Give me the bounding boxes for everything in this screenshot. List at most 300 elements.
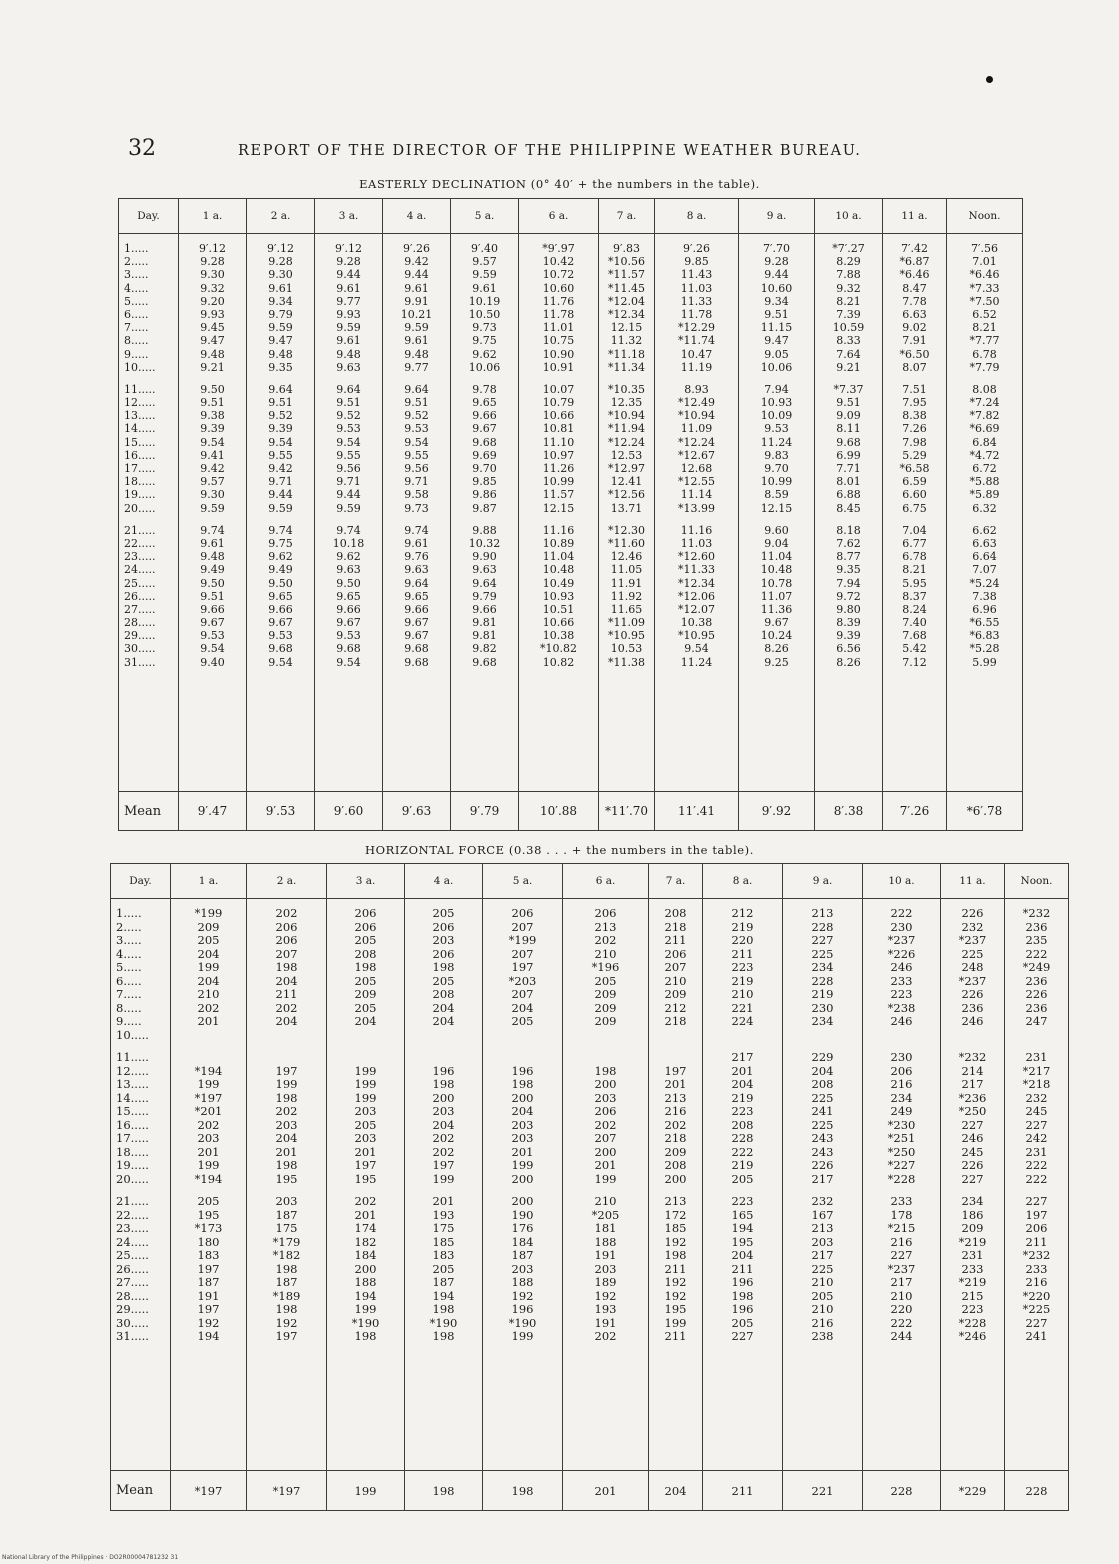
reading-value: 202 xyxy=(432,1131,455,1145)
reading-value: 9.42 xyxy=(404,255,429,269)
reading-value: *10.95 xyxy=(678,629,715,643)
reading-value: 248 xyxy=(961,960,984,974)
reading-value: 231 xyxy=(1025,1050,1048,1064)
reading-value: 6.75 xyxy=(902,501,927,515)
reading-value: *251 xyxy=(887,1131,916,1145)
group-gap xyxy=(655,374,738,383)
reading-value: 11.15 xyxy=(760,321,793,335)
reading-value: 216 xyxy=(890,1077,913,1091)
reading-value: 200 xyxy=(511,1194,534,1208)
reading-value: 7.98 xyxy=(902,435,927,449)
reading-value: 222 xyxy=(1025,946,1048,961)
reading-value: 198 xyxy=(275,1090,298,1105)
reading-value: *194 xyxy=(194,1171,223,1186)
mean-value: 201 xyxy=(563,1471,649,1511)
reading-value: 9.64 xyxy=(336,382,361,396)
reading-value: 198 xyxy=(275,960,298,974)
reading-value: 201 xyxy=(197,1144,220,1159)
reading-value: 220 xyxy=(731,933,754,947)
group-gap xyxy=(451,374,518,383)
reading-value: 11.65 xyxy=(610,602,643,616)
hour-values-cell xyxy=(563,899,649,1471)
reading-value: 204 xyxy=(432,1117,455,1132)
reading-value: 8.38 xyxy=(902,409,927,423)
reading-value: 12.68 xyxy=(680,462,713,475)
reading-value: 9.61 xyxy=(268,281,293,295)
reading-value: 7.39 xyxy=(836,307,861,321)
reading-value: *237 xyxy=(887,1261,916,1276)
reading-value: 202 xyxy=(594,1329,617,1343)
reading-value: *7.79 xyxy=(969,360,1000,374)
reading-value: 202 xyxy=(275,1104,298,1118)
reading-value: 6.78 xyxy=(972,347,997,361)
reading-value: *179 xyxy=(272,1234,301,1249)
reading-value: 9.51 xyxy=(268,396,293,410)
mean-value: *197 xyxy=(247,1471,327,1511)
reading-value xyxy=(1005,1029,1068,1043)
reading-value: 10.32 xyxy=(468,536,501,550)
reading-value: 194 xyxy=(197,1329,220,1343)
reading-value: 211 xyxy=(731,946,754,961)
group-gap xyxy=(315,515,382,524)
reading-value: 211 xyxy=(731,1261,754,1276)
reading-value: 198 xyxy=(432,960,455,974)
reading-value: 227 xyxy=(811,933,834,947)
reading-value: 193 xyxy=(594,1302,617,1316)
reading-value: 221 xyxy=(731,1000,754,1015)
reading-value: *189 xyxy=(272,1288,301,1303)
reading-value: 9.66 xyxy=(472,602,497,616)
reading-value: 9.88 xyxy=(472,523,497,537)
hour-column-header: Noon. xyxy=(947,199,1023,234)
reading-value: *11.34 xyxy=(608,360,645,374)
reading-value: 242 xyxy=(1025,1131,1048,1145)
reading-value: 8.26 xyxy=(836,655,861,669)
hour-column-header: 4 a. xyxy=(383,199,451,234)
reading-value: 9.39 xyxy=(268,422,293,436)
reading-value: 246 xyxy=(890,1014,913,1028)
reading-value: 204 xyxy=(432,1000,455,1015)
reading-value: *249 xyxy=(1022,960,1051,974)
reading-value: 199 xyxy=(275,1077,298,1091)
reading-value: 9.75 xyxy=(472,334,497,348)
reading-value: 6.63 xyxy=(902,307,927,321)
reading-value: 208 xyxy=(811,1077,834,1091)
reading-value: 9.77 xyxy=(336,294,361,308)
reading-value: 203 xyxy=(511,1131,534,1145)
reading-value: 199 xyxy=(511,1329,534,1343)
reading-value: 186 xyxy=(961,1207,984,1222)
reading-value: 9.74 xyxy=(268,523,293,537)
reading-value: 201 xyxy=(354,1207,377,1222)
reading-value: 230 xyxy=(890,919,913,934)
reading-value: 191 xyxy=(594,1315,617,1330)
horizontal-force-title: HORIZONTAL FORCE (0.38 . . . + the numbers in the table). xyxy=(365,843,754,857)
hour-values-cell xyxy=(383,234,451,792)
reading-value: *12.34 xyxy=(678,576,715,590)
reading-value: 9.64 xyxy=(404,382,429,396)
reading-value: 207 xyxy=(275,946,298,961)
reading-value: *230 xyxy=(887,1117,916,1132)
reading-value: 11.19 xyxy=(680,360,713,374)
hour-column-header: 6 a. xyxy=(563,864,649,899)
reading-value: 199 xyxy=(354,1302,377,1316)
reading-value: 8.93 xyxy=(684,382,709,396)
reading-value: 11.91 xyxy=(610,576,643,590)
reading-value: 9′.12 xyxy=(335,242,362,255)
day-label: 1..... xyxy=(116,906,142,920)
reading-value: 184 xyxy=(354,1248,377,1262)
reading-value: 202 xyxy=(354,1194,377,1208)
group-gap xyxy=(815,515,882,524)
reading-value: 201 xyxy=(275,1144,298,1159)
hour-column-header: 8 a. xyxy=(655,199,739,234)
reading-value: *7′.27 xyxy=(832,242,865,255)
day-label: 20..... xyxy=(124,501,156,515)
reading-value: 192 xyxy=(275,1315,298,1330)
reading-value: 197 xyxy=(197,1261,220,1276)
reading-value: 10.91 xyxy=(542,360,575,374)
reading-value: 209 xyxy=(961,1221,984,1235)
reading-value: 9.02 xyxy=(902,321,927,335)
reading-value: 10.99 xyxy=(542,475,575,489)
group-gap xyxy=(405,1042,482,1051)
reading-value: 207 xyxy=(511,946,534,961)
reading-value: 7.71 xyxy=(836,462,861,475)
reading-value: *12.29 xyxy=(678,321,715,335)
reading-value: 9.30 xyxy=(268,268,293,282)
reading-value: 9.79 xyxy=(472,589,497,603)
reading-value: *220 xyxy=(1022,1288,1051,1303)
reading-value: 9.48 xyxy=(200,550,225,564)
reading-value: 11.16 xyxy=(542,523,575,537)
reading-value: 7.95 xyxy=(902,396,927,410)
reading-value: 9.91 xyxy=(404,294,429,308)
reading-value: 9.68 xyxy=(336,642,361,656)
reading-value: 210 xyxy=(731,987,754,1001)
reading-value: 8.21 xyxy=(972,321,997,335)
reading-value: 9.59 xyxy=(404,321,429,335)
reading-value: 210 xyxy=(811,1302,834,1316)
hour-values-cell xyxy=(883,234,947,792)
reading-value: 9.49 xyxy=(268,563,293,577)
day-label: 5..... xyxy=(116,960,142,974)
day-label: 10..... xyxy=(124,360,156,374)
mean-value: 198 xyxy=(405,1471,483,1511)
reading-value: 9.52 xyxy=(404,409,429,423)
reading-value: 9.32 xyxy=(200,281,225,295)
reading-value: 6.99 xyxy=(836,448,861,462)
reading-value: 232 xyxy=(961,919,984,934)
reading-value: 9.57 xyxy=(200,475,225,489)
hour-column-header: 4 a. xyxy=(405,864,483,899)
reading-value: 206 xyxy=(275,919,298,934)
reading-value: 197 xyxy=(1025,1207,1048,1222)
reading-value: 9.67 xyxy=(404,629,429,643)
reading-value: *237 xyxy=(958,973,987,988)
reading-value: 209 xyxy=(664,987,687,1001)
reading-value: 9′.40 xyxy=(471,242,498,255)
reading-value: 205 xyxy=(432,1261,455,1276)
reading-value: 8.26 xyxy=(764,642,789,656)
reading-value: 10.78 xyxy=(760,576,793,590)
group-gap xyxy=(519,515,598,524)
reading-value: 9.66 xyxy=(472,409,497,423)
mean-value: 221 xyxy=(783,1471,863,1511)
reading-value: 7′.42 xyxy=(901,242,928,255)
reading-value: 206 xyxy=(432,919,455,934)
reading-value: 10.93 xyxy=(760,396,793,410)
reading-value: 9.81 xyxy=(472,629,497,643)
reading-value: 206 xyxy=(664,946,687,961)
reading-value: 9.32 xyxy=(836,281,861,295)
reading-value: 7.68 xyxy=(902,629,927,643)
reading-value: 225 xyxy=(811,1090,834,1105)
reading-value: 9.69 xyxy=(472,448,497,462)
reading-value: 203 xyxy=(197,1131,220,1145)
reading-value: 182 xyxy=(354,1234,377,1249)
reading-value: 9.68 xyxy=(404,655,429,669)
reading-value: 9.34 xyxy=(268,294,293,308)
reading-value: 9.74 xyxy=(336,523,361,537)
reading-value: 213 xyxy=(664,1090,687,1105)
reading-value: 226 xyxy=(961,1158,984,1172)
reading-value: *6.55 xyxy=(969,616,1000,630)
reading-value: 12.15 xyxy=(542,501,575,515)
reading-value: 9.65 xyxy=(268,589,293,603)
reading-value: 199 xyxy=(432,1171,455,1186)
reading-value: 9.59 xyxy=(268,501,293,515)
group-gap xyxy=(124,374,178,383)
reading-value: 9.44 xyxy=(764,268,789,282)
hour-column-header: 5 a. xyxy=(451,199,519,234)
reading-value: 192 xyxy=(511,1288,534,1303)
reading-value: 12.35 xyxy=(610,396,643,410)
horizontal-force-mean-row xyxy=(111,1471,1069,1511)
reading-value: 9.62 xyxy=(268,550,293,564)
reading-value: 9.76 xyxy=(404,550,429,564)
reading-value: *205 xyxy=(591,1207,620,1222)
reading-value: 9.56 xyxy=(404,462,429,475)
reading-value: 205 xyxy=(511,1014,534,1028)
reading-value: 9.62 xyxy=(472,347,497,361)
reading-value: 228 xyxy=(731,1131,754,1145)
reading-value: *11.60 xyxy=(608,536,645,550)
reading-value: *11.09 xyxy=(608,616,645,630)
reading-value: 9.54 xyxy=(336,655,361,669)
reading-value: 175 xyxy=(432,1221,455,1235)
reading-value: 191 xyxy=(594,1248,617,1262)
reading-value: *12.04 xyxy=(608,294,645,308)
reading-value: 9.51 xyxy=(200,589,225,603)
reading-value: *232 xyxy=(1022,906,1051,920)
reading-value: 10.48 xyxy=(542,563,575,577)
group-gap xyxy=(883,515,946,524)
reading-value: 8.29 xyxy=(836,255,861,269)
reading-value: 206 xyxy=(1025,1221,1048,1235)
reading-value: *12.67 xyxy=(678,448,715,462)
reading-value: 234 xyxy=(811,1014,834,1028)
mean-value: *6′.78 xyxy=(947,792,1023,831)
reading-value: *232 xyxy=(1022,1248,1051,1262)
reading-value: 189 xyxy=(594,1275,617,1289)
reading-value: 219 xyxy=(811,987,834,1001)
reading-value: *6.50 xyxy=(899,347,930,361)
reading-value: *7.77 xyxy=(969,334,1000,348)
reading-value: *203 xyxy=(508,973,537,988)
reading-value: 9.66 xyxy=(200,602,225,616)
reading-value: 199 xyxy=(197,1077,220,1091)
group-gap xyxy=(739,374,814,383)
hour-values-cell xyxy=(703,899,783,1471)
group-gap xyxy=(179,374,246,383)
reading-value: *215 xyxy=(887,1221,916,1235)
reading-value: 9.28 xyxy=(764,255,789,269)
reading-value: 216 xyxy=(664,1104,687,1118)
reading-value: 11.78 xyxy=(680,307,713,321)
reading-value: 202 xyxy=(197,1000,220,1015)
reading-value: 211 xyxy=(664,933,687,947)
day-label: 18..... xyxy=(124,475,156,489)
group-gap xyxy=(327,1042,404,1051)
day-label: 2..... xyxy=(124,255,149,269)
reading-value: 9.70 xyxy=(764,462,789,475)
reading-value: 9.61 xyxy=(404,536,429,550)
reading-value: 9.51 xyxy=(336,396,361,410)
reading-value: 9.28 xyxy=(200,255,225,269)
reading-value: *218 xyxy=(1022,1077,1051,1091)
reading-value: 7.26 xyxy=(902,422,927,436)
reading-value: 178 xyxy=(890,1207,913,1222)
reading-value: 231 xyxy=(961,1248,984,1262)
mean-value: *197 xyxy=(171,1471,247,1511)
reading-value: 206 xyxy=(275,933,298,947)
reading-value: *12.55 xyxy=(678,475,715,489)
mean-value: 9′.63 xyxy=(383,792,451,831)
reading-value: 195 xyxy=(197,1207,220,1222)
reading-value: 9.52 xyxy=(336,409,361,423)
reading-value: 199 xyxy=(354,1090,377,1105)
reading-value: *10.94 xyxy=(608,409,645,423)
reading-value: 202 xyxy=(197,1117,220,1132)
reading-value: 10.51 xyxy=(542,602,575,616)
reading-value xyxy=(649,1029,702,1043)
day-label: 12..... xyxy=(116,1063,149,1078)
day-label: 22..... xyxy=(124,536,156,550)
reading-value: 11.16 xyxy=(680,523,713,537)
reading-value: 6.96 xyxy=(972,602,997,616)
reading-value: 8.11 xyxy=(836,422,861,436)
reading-value: 9.59 xyxy=(200,501,225,515)
reading-value: 9.66 xyxy=(336,602,361,616)
reading-value: 11.09 xyxy=(680,422,713,436)
reading-value xyxy=(405,1051,482,1065)
reading-value: 10.82 xyxy=(542,655,575,669)
reading-value: 10.38 xyxy=(542,629,575,643)
group-gap xyxy=(599,515,654,524)
reading-value: 10.79 xyxy=(542,396,575,410)
declination-title: EASTERLY DECLINATION (0° 40′ + the numbers in the table). xyxy=(359,177,760,191)
reading-value: 198 xyxy=(275,1158,298,1172)
reading-value: 206 xyxy=(594,906,617,920)
reading-value xyxy=(247,1029,326,1043)
reading-value: 222 xyxy=(731,1144,754,1159)
reading-value: 9.54 xyxy=(200,642,225,656)
day-label: 9..... xyxy=(116,1014,142,1028)
reading-value: 212 xyxy=(664,1000,687,1015)
reading-value: 183 xyxy=(197,1248,220,1262)
reading-value: 9.63 xyxy=(404,563,429,577)
reading-value: *4.72 xyxy=(969,448,1000,462)
reading-value: 199 xyxy=(197,960,220,974)
day-label: 21..... xyxy=(116,1194,149,1208)
day-label: 15..... xyxy=(116,1104,149,1118)
reading-value: 7′.56 xyxy=(971,242,998,255)
day-label: 25..... xyxy=(124,576,156,590)
reading-value: 9.48 xyxy=(268,347,293,361)
reading-value: 210 xyxy=(594,946,617,961)
reading-value: 206 xyxy=(890,1063,913,1078)
hour-column-header: 3 a. xyxy=(327,864,405,899)
day-label: 27..... xyxy=(124,602,156,616)
reading-value: 9.04 xyxy=(764,536,789,550)
hour-values-cell xyxy=(599,234,655,792)
reading-value: 9.51 xyxy=(764,307,789,321)
reading-value: *246 xyxy=(958,1329,987,1343)
reading-value: 8.59 xyxy=(764,488,789,502)
reading-value: 9.78 xyxy=(472,382,497,396)
reading-value: 9.61 xyxy=(404,281,429,295)
reading-value: 194 xyxy=(354,1288,377,1303)
reading-value: 9.53 xyxy=(336,422,361,436)
reading-value: 200 xyxy=(511,1090,534,1105)
reading-value: 210 xyxy=(811,1275,834,1289)
reading-value: *250 xyxy=(958,1104,987,1118)
group-gap xyxy=(599,374,654,383)
reading-value: *12.49 xyxy=(678,396,715,410)
reading-value: 8.01 xyxy=(836,475,861,489)
reading-value: 9.63 xyxy=(336,563,361,577)
group-gap xyxy=(815,374,882,383)
reading-value: 9.72 xyxy=(836,589,861,603)
group-gap xyxy=(739,515,814,524)
reading-value: 201 xyxy=(432,1194,455,1208)
reading-value: 236 xyxy=(961,1000,984,1015)
reading-value: 200 xyxy=(432,1090,455,1105)
declination-header-row xyxy=(119,199,1023,234)
reading-value: *11.33 xyxy=(678,563,715,577)
reading-value: 197 xyxy=(511,960,534,974)
hour-values-cell xyxy=(179,234,247,792)
group-gap xyxy=(247,374,314,383)
reading-value: 9.50 xyxy=(200,576,225,590)
reading-value: 205 xyxy=(354,1117,377,1132)
reading-value: 8.08 xyxy=(972,382,997,396)
reading-value: 206 xyxy=(354,919,377,934)
reading-value: 9.67 xyxy=(404,616,429,630)
mean-label: Mean xyxy=(111,1471,171,1511)
reading-value: *5.88 xyxy=(969,475,1000,489)
reading-value: 203 xyxy=(511,1261,534,1276)
reading-value: 10.19 xyxy=(468,294,501,308)
declination-table xyxy=(118,198,1023,831)
reading-value: 197 xyxy=(354,1158,377,1172)
reading-value: 9.61 xyxy=(472,281,497,295)
reading-value: 9.63 xyxy=(472,563,497,577)
day-label: 31..... xyxy=(116,1329,149,1343)
reading-value: 9.64 xyxy=(472,576,497,590)
reading-value: 199 xyxy=(354,1063,377,1078)
